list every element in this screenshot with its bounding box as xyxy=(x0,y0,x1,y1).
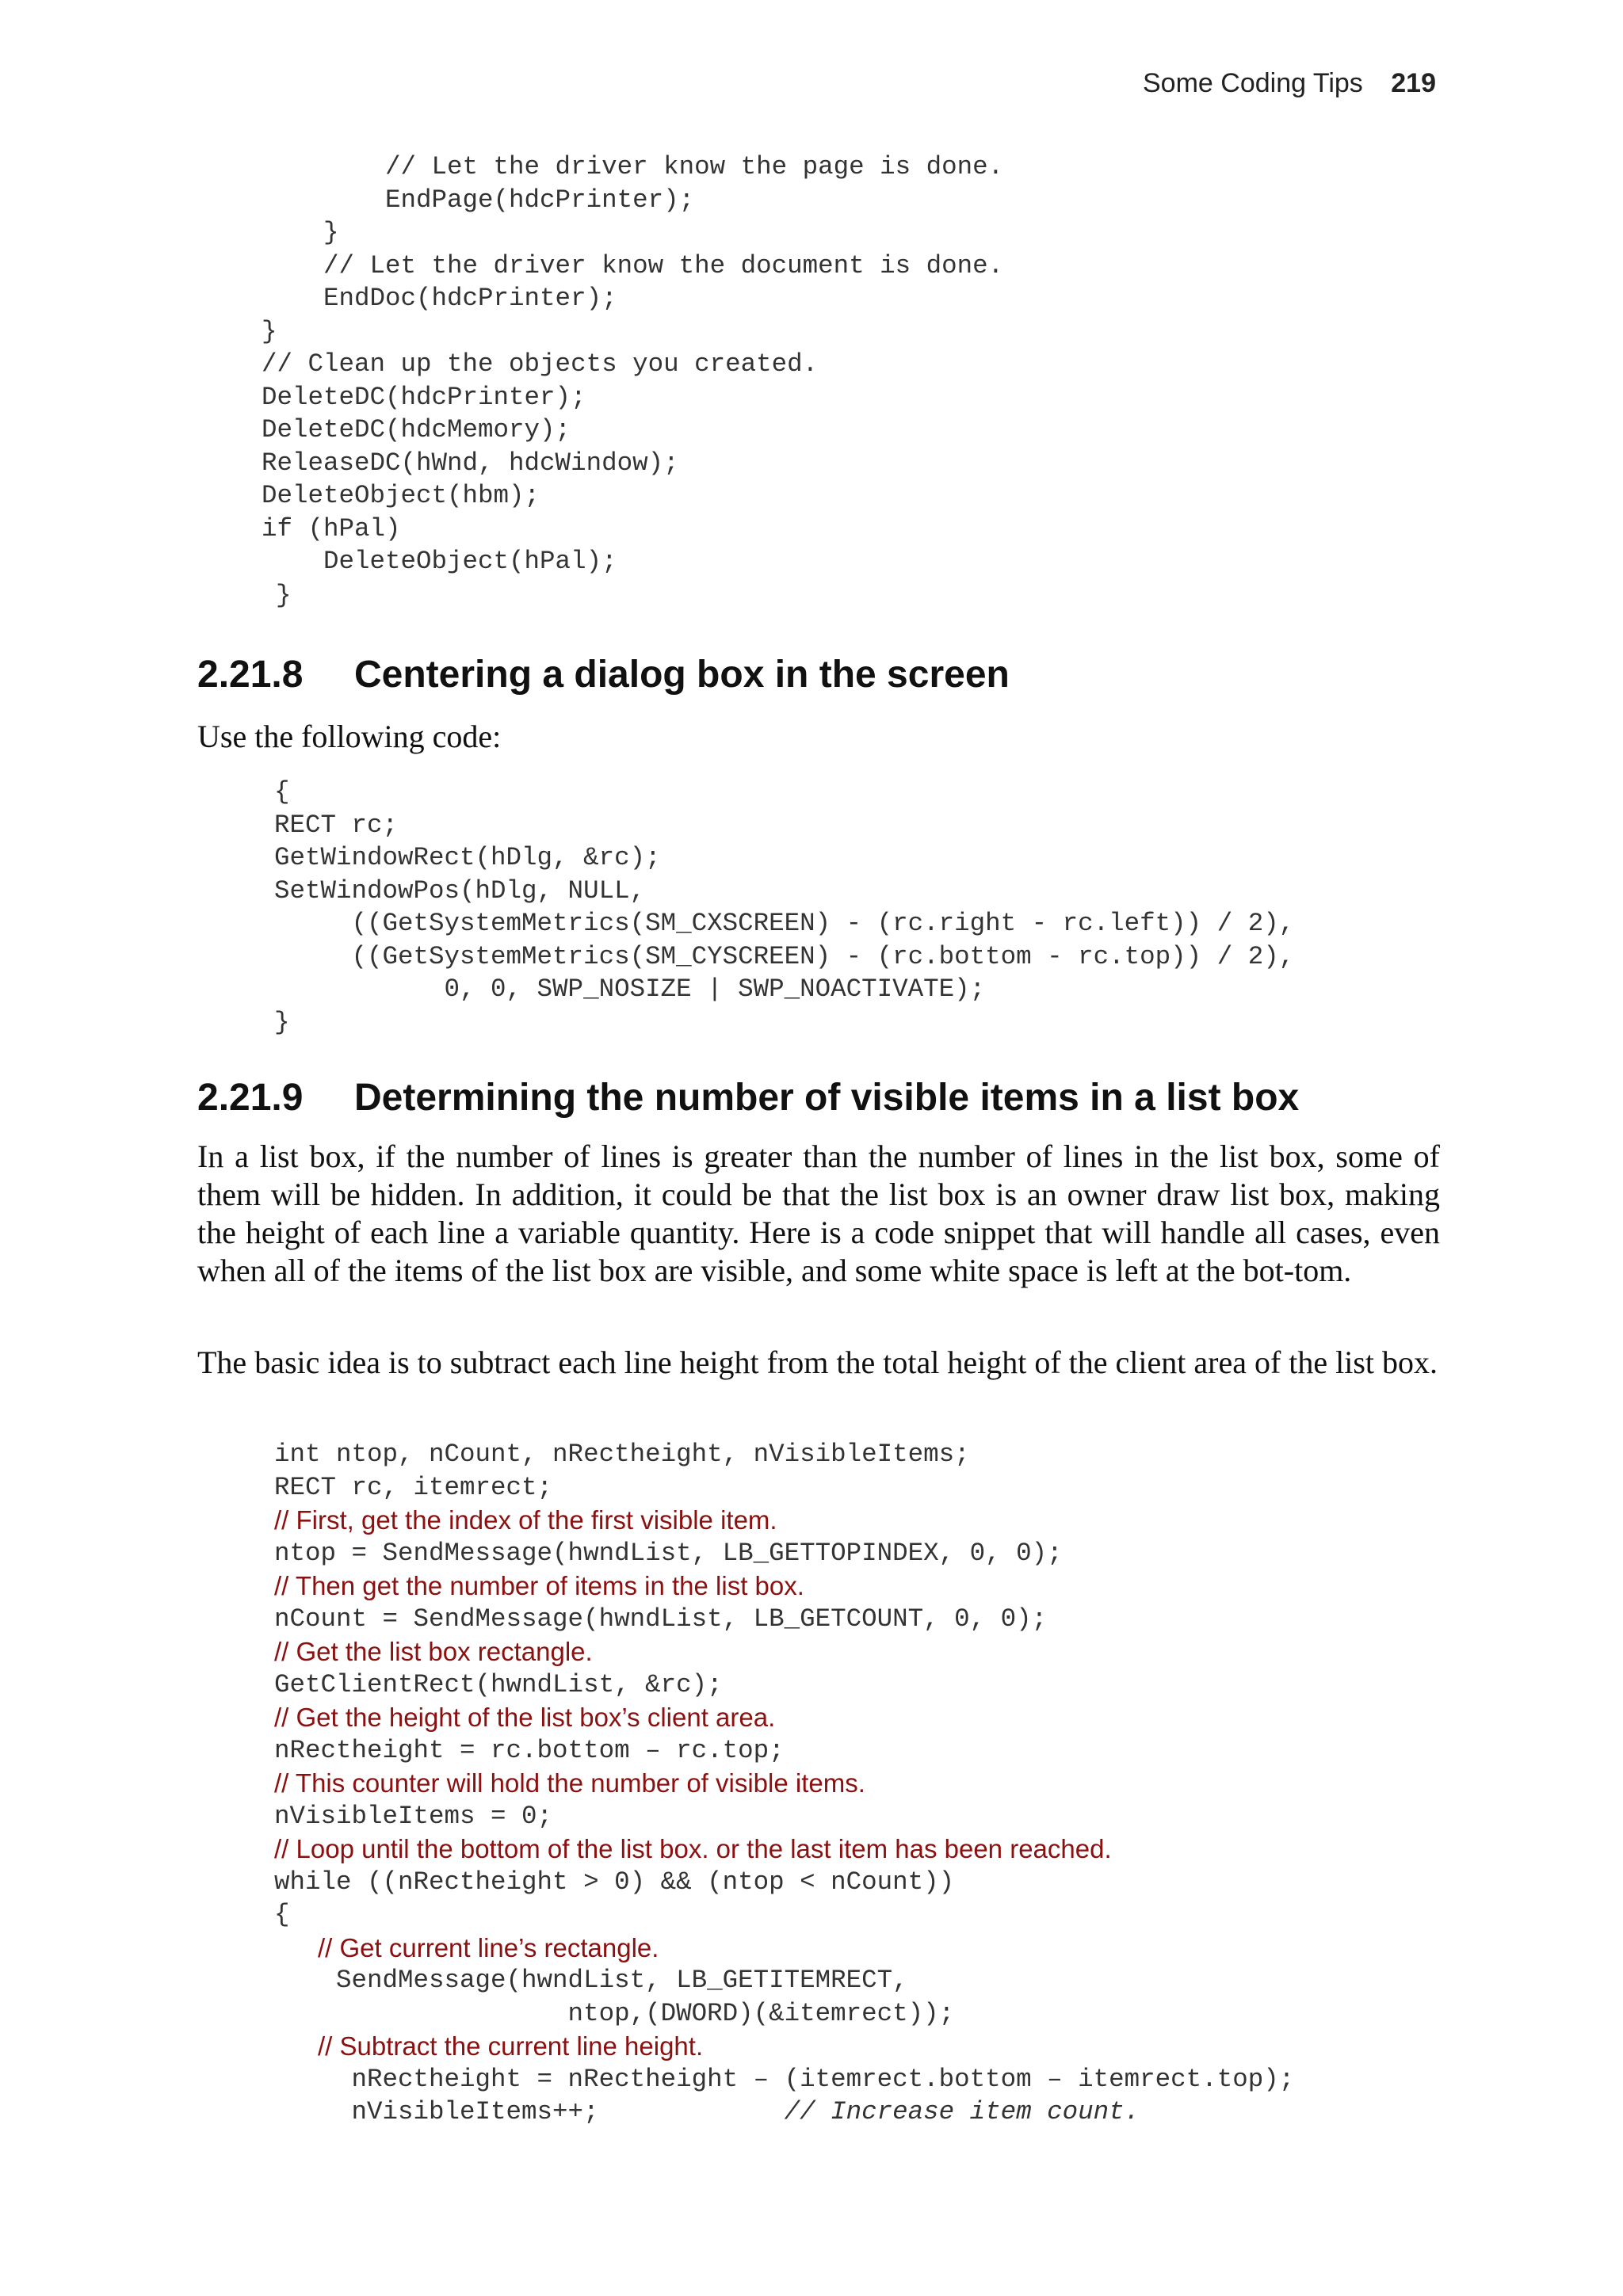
code-line: GetClientRect(hwndList, &rc); xyxy=(274,1669,723,1699)
section-intro-text: Use the following code: xyxy=(197,719,502,754)
code-line: GetWindowRect(hDlg, &rc); xyxy=(274,843,661,872)
section-title: Centering a dialog box in the screen xyxy=(354,654,1010,696)
code-line: EndDoc(hdcPrinter); xyxy=(262,284,617,313)
code-line: ((GetSystemMetrics(SM_CXSCREEN) - (rc.right - rc.left)) / 2), xyxy=(274,909,1295,938)
code-line: { xyxy=(274,777,290,807)
body-paragraph-2: The basic idea is to subtract each line height from the total height of the client area of the list box. xyxy=(197,1344,1438,1380)
code-line: // Clean up the objects you created. xyxy=(262,349,819,379)
code-line: ntop = SendMessage(hwndList, LB_GETTOPINDEX, 0, 0); xyxy=(274,1538,1063,1568)
code-line: RECT rc, itemrect; xyxy=(274,1472,553,1502)
section-heading-2-21-8 xyxy=(197,653,1010,696)
code-comment-line xyxy=(274,2030,1294,2063)
code-line: SetWindowPos(hDlg, NULL, xyxy=(274,875,646,906)
code-line: nCount = SendMessage(hwndList, LB_GETCOUNT, 0, 0); xyxy=(274,1604,1048,1634)
code-comment-line xyxy=(274,1635,1294,1669)
code-comment: // Get current line’s rectangle. xyxy=(274,1932,659,1962)
code-comment-line xyxy=(274,1569,1294,1603)
section-title: Determining the number of visible items in a list box xyxy=(354,1077,1300,1119)
code-line: EndPage(hdcPrinter); xyxy=(262,185,695,215)
code-inline-comment: // Increase item count. xyxy=(598,2097,1140,2126)
code-line: nVisibleItems = 0; xyxy=(274,1801,553,1831)
code-comment-line xyxy=(274,1932,1294,1965)
page-number: 219 xyxy=(1391,68,1436,98)
code-line: DeleteObject(hPal); xyxy=(262,547,617,576)
code-line: DeleteDC(hdcMemory); xyxy=(262,415,571,444)
code-line xyxy=(274,2096,1294,2129)
code-line: } xyxy=(276,581,292,610)
code-text: nVisibleItems++; xyxy=(274,2097,599,2126)
code-line: DeleteDC(hdcPrinter); xyxy=(262,382,586,412)
section-number: 2.21.8 xyxy=(197,654,304,696)
code-comment: // Get the height of the list box’s client area. xyxy=(274,1703,776,1732)
section-heading-2-21-9 xyxy=(197,1076,1299,1119)
code-line: nRectheight = rc.bottom – rc.top; xyxy=(274,1735,785,1765)
code-line: } xyxy=(262,316,277,346)
running-header xyxy=(1143,68,1436,99)
code-comment: // Subtract the current line height. xyxy=(274,2031,704,2061)
code-line: if (hPal) xyxy=(262,513,401,543)
code-line: { xyxy=(274,1900,290,1929)
code-line: ntop,(DWORD)(&itemrect)); xyxy=(274,1998,955,2028)
section-number: 2.21.9 xyxy=(197,1077,304,1119)
body-paragraph-1: In a list box, if the number of lines is greater than the number of lines in the list box, some of them will be hidden. In addition, it could be that the list box is an owner draw list box, making the height of each line a variable quantity. Here is a code snippet that will handle all cases, even when all of the items of the list box are visible, and some white space is left at the bot-tom. xyxy=(197,1138,1440,1288)
code-comment: // Then get the number of items in the list box. xyxy=(274,1571,804,1600)
code-line: // Let the driver know the page is done. xyxy=(262,152,1004,181)
code-line: SendMessage(hwndList, LB_GETITEMRECT, xyxy=(274,1966,908,1995)
code-block-visible-items xyxy=(274,1438,1294,2129)
code-closing-brace xyxy=(276,579,292,612)
code-comment-line xyxy=(274,1767,1294,1800)
code-line: while ((nRectheight > 0) && (ntop < nCount)) xyxy=(274,1867,955,1897)
code-line: DeleteObject(hbm); xyxy=(262,481,540,510)
code-comment-line xyxy=(274,1833,1294,1866)
code-line: ((GetSystemMetrics(SM_CYSCREEN) - (rc.bottom - rc.top)) / 2), xyxy=(274,941,1295,971)
code-line: nRectheight = nRectheight – (itemrect.bottom – itemrect.top); xyxy=(274,2064,1295,2094)
code-line: int ntop, nCount, nRectheight, nVisibleItems; xyxy=(274,1440,970,1469)
code-line: } xyxy=(274,1007,290,1037)
code-comment: // Get the list box rectangle. xyxy=(274,1637,593,1666)
code-block-print-cleanup xyxy=(262,151,1003,578)
running-title: Some Coding Tips xyxy=(1143,68,1363,98)
code-block-center-dialog xyxy=(274,776,1294,1039)
code-comment: // First, get the index of the first visible item. xyxy=(274,1505,777,1535)
code-comment: // Loop until the bottom of the list box. or the last item has been reached. xyxy=(274,1834,1112,1863)
code-comment-line xyxy=(274,1504,1294,1537)
code-line: 0, 0, SWP_NOSIZE | SWP_NOACTIVATE); xyxy=(274,974,986,1004)
code-comment: // This counter will hold the number of visible items. xyxy=(274,1768,865,1798)
code-comment-line xyxy=(274,1701,1294,1734)
code-line: // Let the driver know the document is done. xyxy=(262,250,1004,280)
code-line: } xyxy=(262,218,339,247)
code-line: RECT rc; xyxy=(274,810,399,840)
code-line: ReleaseDC(hWnd, hdcWindow); xyxy=(262,448,679,478)
